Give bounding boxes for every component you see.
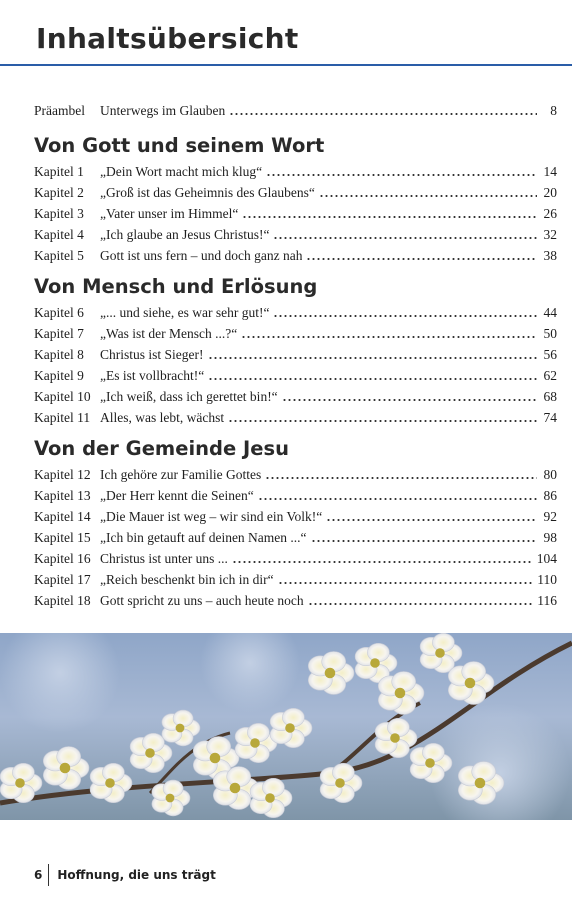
- toc-entry[interactable]: [34, 323, 557, 344]
- toc-entry[interactable]: [34, 485, 557, 506]
- entry-title: „Dein Wort macht mich klug“: [100, 164, 263, 179]
- entry-title: Alles, was lebt, wächst: [100, 410, 225, 425]
- toc-entry[interactable]: [34, 203, 557, 224]
- entry-label: Kapitel 14: [34, 509, 91, 524]
- entry-page: 26: [543, 206, 557, 221]
- entry-page: 104: [536, 551, 557, 566]
- entry-title: Ich gehöre zur Familie Gottes: [100, 467, 262, 482]
- entry-page: 86: [543, 488, 557, 503]
- entry-title: „Ich weiß, dass ich gerettet bin!“: [100, 389, 278, 404]
- dot-leader: [265, 476, 537, 480]
- dot-leader: [308, 602, 534, 606]
- entry-label: Kapitel 7: [34, 326, 84, 341]
- entry-label: Kapitel 17: [34, 572, 91, 587]
- blossom: [378, 672, 424, 715]
- entry-title: Christus ist Sieger!: [100, 347, 204, 362]
- dot-leader: [278, 581, 534, 585]
- entry-label: Präambel: [34, 103, 85, 118]
- section-heading: Von Mensch und Erlösung: [34, 275, 318, 298]
- page-title: Inhaltsübersicht: [36, 22, 299, 55]
- dot-leader: [258, 497, 537, 501]
- entry-label: Kapitel 12: [34, 467, 91, 482]
- entry-label: Kapitel 10: [34, 389, 91, 404]
- entry-page: 110: [537, 572, 557, 587]
- toc-entry[interactable]: [34, 548, 557, 569]
- table-of-contents: [34, 100, 557, 611]
- entry-page: 8: [550, 103, 557, 118]
- entry-label: Kapitel 8: [34, 347, 84, 362]
- footer-separator: [48, 864, 49, 886]
- dot-leader: [229, 112, 537, 116]
- toc-entry[interactable]: [34, 569, 557, 590]
- toc-entry[interactable]: [34, 344, 557, 365]
- entry-title: Gott spricht zu uns – auch heute noch: [100, 593, 304, 608]
- entry-page: 56: [543, 347, 557, 362]
- blossom: [43, 747, 89, 790]
- entry-label: Kapitel 5: [34, 248, 84, 263]
- toc-entry[interactable]: [34, 506, 557, 527]
- entry-page: 44: [543, 305, 557, 320]
- entry-page: 20: [543, 185, 557, 200]
- entry-label: Kapitel 13: [34, 488, 91, 503]
- entry-label: Kapitel 3: [34, 206, 84, 221]
- blossom: [375, 718, 417, 757]
- entry-label: Kapitel 18: [34, 593, 91, 608]
- dot-leader: [266, 173, 537, 177]
- dot-leader: [242, 215, 537, 219]
- toc-entry[interactable]: [34, 302, 557, 323]
- entry-label: Kapitel 16: [34, 551, 91, 566]
- entry-title: „Ich glaube an Jesus Christus!“: [100, 227, 270, 242]
- entry-page: 50: [543, 326, 557, 341]
- toc-entry[interactable]: [34, 224, 557, 245]
- toc-entry[interactable]: [34, 182, 557, 203]
- entry-label: Kapitel 9: [34, 368, 84, 383]
- toc-entry-preamble[interactable]: [34, 100, 557, 121]
- entry-page: 116: [537, 593, 557, 608]
- dot-leader: [208, 356, 538, 360]
- section-heading: Von Gott und seinem Wort: [34, 134, 325, 157]
- entry-page: 14: [543, 164, 557, 179]
- entry-page: 92: [543, 509, 557, 524]
- entry-title: „Groß ist das Geheimnis des Glaubens“: [100, 185, 315, 200]
- blossom: [235, 723, 277, 762]
- dot-leader: [306, 257, 537, 261]
- entry-title: Gott ist uns fern – und doch ganz nah: [100, 248, 303, 263]
- toc-section: [34, 272, 557, 428]
- entry-label: Kapitel 2: [34, 185, 84, 200]
- page-footer: [34, 862, 216, 888]
- entry-page: 98: [543, 530, 557, 545]
- blossom-illustration: [0, 633, 572, 820]
- toc-entry[interactable]: [34, 464, 557, 485]
- entry-page: 62: [543, 368, 557, 383]
- entry-title: „Die Mauer ist weg – wir sind ein Volk!“: [100, 509, 323, 524]
- entry-title: „Vater unser im Himmel“: [100, 206, 239, 221]
- dot-leader: [326, 518, 537, 522]
- entry-title: Unterwegs im Glauben: [100, 103, 226, 118]
- dot-leader: [208, 377, 537, 381]
- entry-title: „Reich beschenkt bin ich in dir“: [100, 572, 274, 587]
- toc-section: [34, 131, 557, 266]
- blossom: [448, 662, 494, 705]
- entry-title: „Der Herr kennt die Seinen“: [100, 488, 254, 503]
- dot-leader: [319, 194, 537, 198]
- blossom: [250, 778, 292, 817]
- entry-title: „Ich bin getauft auf deinen Namen ...“: [100, 530, 307, 545]
- entry-label: Kapitel 4: [34, 227, 84, 242]
- toc-entry[interactable]: [34, 245, 557, 266]
- dot-leader: [232, 560, 533, 564]
- entry-label: Kapitel 6: [34, 305, 84, 320]
- entry-page: 38: [543, 248, 557, 263]
- toc-entry[interactable]: [34, 365, 557, 386]
- dot-leader: [282, 398, 537, 402]
- blossom: [270, 708, 312, 747]
- dot-leader: [273, 236, 537, 240]
- entry-title: Christus ist unter uns ...: [100, 551, 228, 566]
- title-rule: [0, 64, 572, 66]
- dot-leader: [228, 419, 537, 423]
- toc-entry[interactable]: [34, 386, 557, 407]
- dot-leader: [241, 335, 537, 339]
- entry-title: „Es ist vollbracht!“: [100, 368, 205, 383]
- toc-section: [34, 434, 557, 611]
- cherry-blossom-photo: [0, 633, 572, 820]
- entry-label: Kapitel 1: [34, 164, 84, 179]
- entry-label: Kapitel 11: [34, 410, 91, 425]
- section-heading: Von der Gemeinde Jesu: [34, 437, 289, 460]
- footer-book-title: Hoffnung, die uns trägt: [57, 868, 216, 882]
- footer-page-number: 6: [34, 868, 43, 882]
- entry-page: 74: [543, 410, 557, 425]
- dot-leader: [273, 314, 537, 318]
- blossom: [90, 763, 132, 802]
- blossom: [308, 652, 354, 695]
- toc-entry[interactable]: [34, 590, 557, 611]
- toc-entry[interactable]: [34, 161, 557, 182]
- toc-entry[interactable]: [34, 527, 557, 548]
- entry-page: 80: [543, 467, 557, 482]
- toc-entry[interactable]: [34, 407, 557, 428]
- entry-page: 68: [543, 389, 557, 404]
- entry-title: „Was ist der Mensch ...?“: [100, 326, 238, 341]
- dot-leader: [311, 539, 537, 543]
- entry-label: Kapitel 15: [34, 530, 91, 545]
- entry-page: 32: [543, 227, 557, 242]
- blossom: [162, 710, 200, 746]
- entry-title: „... und siehe, es war sehr gut!“: [100, 305, 270, 320]
